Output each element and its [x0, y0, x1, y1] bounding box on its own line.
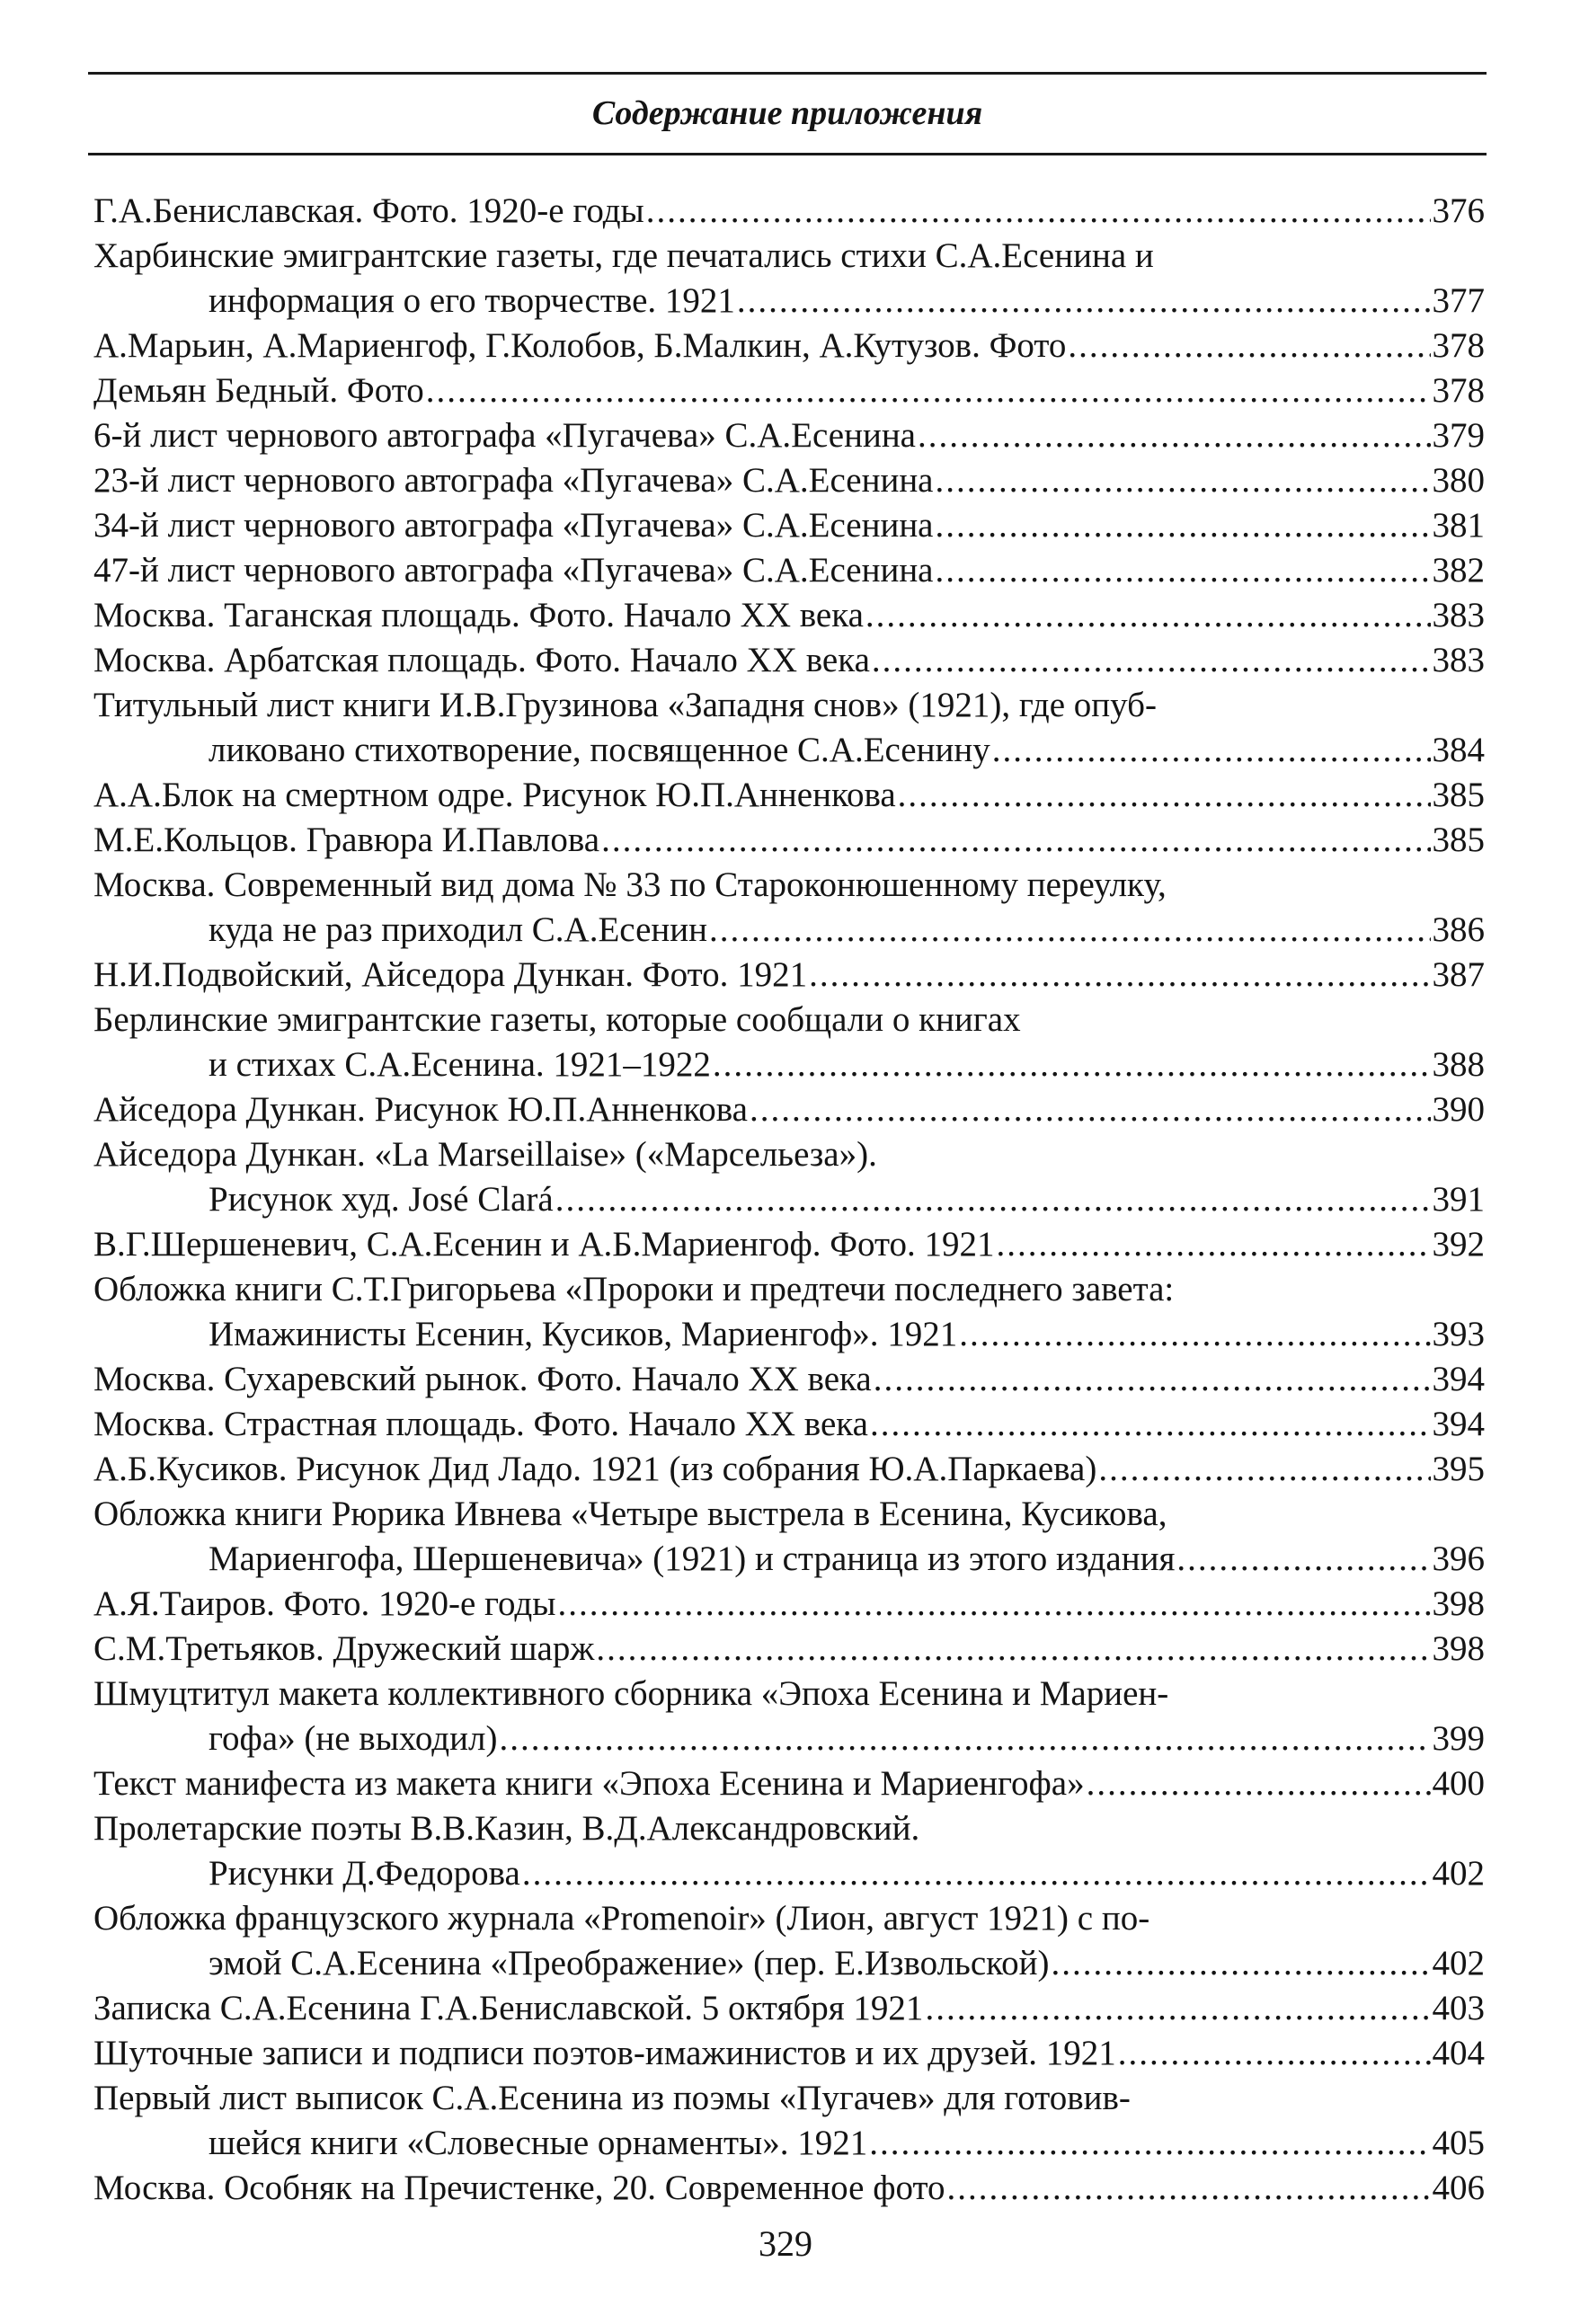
toc-entry: [93, 503, 1485, 548]
dot-leader: [898, 773, 1431, 818]
toc-entry-title: Н.И.Подвойский, Айседора Дункан. Фото. 1921: [93, 955, 808, 994]
dot-leader: [596, 1627, 1430, 1672]
toc-entry-title: Обложка книги С.Т.Григорьева «Пророки и предтечи последнего завета:: [93, 1270, 1175, 1308]
toc-entry-title: Рисунок худ. José Clará: [209, 1180, 554, 1219]
toc-entry-title: А.А.Блок на смертном одре. Рисунок Ю.П.Анненкова: [93, 776, 896, 814]
toc-entry-title: М.Е.Кольцов. Гравюра И.Павлова: [93, 820, 600, 859]
toc-entry-title: информация о его творчестве. 1921: [209, 281, 735, 320]
toc-entry-continuation: [93, 279, 1485, 324]
toc-entry-page: 377: [1432, 281, 1485, 320]
dot-leader: [1098, 1447, 1430, 1492]
dot-leader: [601, 818, 1430, 863]
toc-entry-title: Титульный лист книги И.В.Грузинова «Западня снов» (1921), где опуб-: [93, 686, 1157, 724]
toc-entry-page: 396: [1432, 1539, 1485, 1578]
toc-entry: [93, 998, 1485, 1087]
toc-entry: [93, 234, 1485, 324]
dot-leader: [1176, 1537, 1430, 1582]
toc-entry: [93, 1582, 1485, 1627]
toc-entry-page: 393: [1432, 1315, 1485, 1353]
toc-entry: [93, 1761, 1485, 1806]
toc-entry-title: Айседора Дункан. «La Marseillaise» («Марсельеза»).: [93, 1135, 877, 1174]
toc-entry: [93, 1132, 1485, 1222]
toc-entry-page: 406: [1432, 2169, 1485, 2207]
toc-entry: [93, 368, 1485, 413]
toc-entry-title: А.Марьин, А.Мариенгоф, Г.Колобов, Б.Малкин, А.Кутузов. Фото: [93, 326, 1067, 365]
toc-entry: [93, 2031, 1485, 2076]
toc-entry-line: [93, 1492, 1485, 1537]
toc-entry: [93, 413, 1485, 458]
dot-leader: [555, 1177, 1431, 1222]
toc-entry-page: 403: [1432, 1989, 1485, 2027]
toc-entry: [93, 324, 1485, 368]
toc-entry-title: Пролетарские поэты В.В.Казин, В.Д.Александровский.: [93, 1809, 920, 1848]
toc-entry-page: 398: [1432, 1629, 1485, 1668]
toc-entry-line: [93, 1806, 1485, 1851]
toc-entry-line: [93, 2166, 1485, 2211]
toc-entry-page: 385: [1432, 820, 1485, 859]
toc-entry-title: Рисунки Д.Федорова: [209, 1854, 520, 1893]
toc-entry-page: 400: [1432, 1764, 1485, 1803]
toc-entry-title: Харбинские эмигрантские газеты, где печатались стихи С.А.Есенина и: [93, 236, 1154, 275]
toc-entry-continuation: [93, 1042, 1485, 1087]
header-rule-bottom: [88, 153, 1487, 155]
toc-entry-line: [93, 548, 1485, 593]
toc-entry-title: В.Г.Шершеневич, С.А.Есенин и А.Б.Мариенгоф. Фото. 1921: [93, 1225, 995, 1264]
toc-entry-continuation: [93, 1716, 1485, 1761]
toc-entry-line: [93, 863, 1485, 908]
toc-entry-page: 390: [1432, 1090, 1485, 1129]
toc-entry-title: Мариенгофа, Шершеневича» (1921) и страница из этого издания: [209, 1539, 1176, 1578]
toc-entry-title: эмой С.А.Есенина «Преображение» (пер. Е.Извольской): [209, 1944, 1050, 1982]
toc-entry: [93, 863, 1485, 953]
toc-entry-title: Москва. Арбатская площадь. Фото. Начало XX века: [93, 641, 870, 679]
dot-leader: [936, 503, 1431, 548]
toc-entry-page: 394: [1432, 1405, 1485, 1443]
dot-leader: [646, 189, 1431, 234]
dot-leader: [709, 908, 1430, 953]
toc-entry-title: Текст манифеста из макета книги «Эпоха Есенина и Мариенгофа»: [93, 1764, 1085, 1803]
toc-entry: [93, 1986, 1485, 2031]
dot-leader: [874, 1357, 1431, 1402]
toc-entry-line: [93, 953, 1485, 998]
dot-leader: [809, 953, 1430, 998]
toc-entry: [93, 1267, 1485, 1357]
toc-entry: [93, 1672, 1485, 1761]
toc-entry-page: 404: [1432, 2034, 1485, 2072]
toc-entry: [93, 683, 1485, 773]
dot-leader: [959, 1312, 1430, 1357]
toc-entry: [93, 1806, 1485, 1896]
toc-entry-title: и стихах С.А.Есенина. 1921–1922: [209, 1045, 711, 1084]
toc-entry-title: Имажинисты Есенин, Кусиков, Мариенгоф». 1921: [209, 1315, 958, 1353]
toc-entry-title: ликовано стихотворение, посвященное С.А.Есенину: [209, 731, 990, 769]
toc-entry-line: [93, 189, 1485, 234]
toc-entry: [93, 1447, 1485, 1492]
toc-entry-line: [93, 458, 1485, 503]
toc-entry-title: А.Б.Кусиков. Рисунок Дид Ладо. 1921 (из собрания Ю.А.Паркаева): [93, 1450, 1097, 1488]
toc-entry-title: 6-й лист чернового автографа «Пугачева» С.А.Есенина: [93, 416, 916, 455]
toc-entry-line: [93, 1672, 1485, 1716]
toc-entry-title: Москва. Особняк на Пречистенке, 20. Современное фото: [93, 2169, 945, 2207]
toc-entry: [93, 1402, 1485, 1447]
toc-entry-line: [93, 1761, 1485, 1806]
toc-entry-line: [93, 234, 1485, 279]
contents-list: [93, 189, 1485, 2211]
running-header: Содержание приложения: [591, 94, 983, 132]
toc-entry: [93, 2166, 1485, 2211]
toc-entry-title: 23-й лист чернового автографа «Пугачева» С.А.Есенина: [93, 461, 934, 500]
header-rule-top: [88, 72, 1487, 75]
toc-entry-title: Айседора Дункан. Рисунок Ю.П.Анненкова: [93, 1090, 748, 1129]
toc-entry: [93, 458, 1485, 503]
dot-leader: [869, 2121, 1430, 2166]
dot-leader: [936, 548, 1431, 593]
toc-entry-page: 383: [1432, 596, 1485, 634]
toc-entry: [93, 593, 1485, 638]
toc-entry-line: [93, 1267, 1485, 1312]
toc-entry-line: [93, 1627, 1485, 1672]
dot-leader: [1051, 1941, 1430, 1986]
toc-entry-line: [93, 1087, 1485, 1132]
toc-entry: [93, 1087, 1485, 1132]
dot-leader: [865, 593, 1431, 638]
toc-entry-continuation: [93, 908, 1485, 953]
toc-entry-line: [93, 1582, 1485, 1627]
toc-entry-title: Москва. Сухаревский рынок. Фото. Начало XX века: [93, 1360, 872, 1398]
toc-entry-line: [93, 2031, 1485, 2076]
toc-entry-title: Москва. Современный вид дома № 33 по Староконюшенному переулку,: [93, 865, 1167, 904]
toc-entry-line: [93, 1986, 1485, 2031]
toc-entry: [93, 773, 1485, 818]
toc-entry-line: [93, 2076, 1485, 2121]
toc-entry-page: 381: [1432, 506, 1485, 545]
toc-entry-title: Записка С.А.Есенина Г.А.Бениславской. 5 октября 1921: [93, 1989, 924, 2027]
toc-entry-line: [93, 593, 1485, 638]
toc-entry-page: 394: [1432, 1360, 1485, 1398]
toc-entry-line: [93, 1222, 1485, 1267]
toc-entry-title: Обложка книги Рюрика Ивнева «Четыре выстрела в Есенина, Кусикова,: [93, 1495, 1167, 1533]
toc-entry: [93, 638, 1485, 683]
toc-entry: [93, 2076, 1485, 2166]
toc-entry-line: [93, 1447, 1485, 1492]
toc-entry-page: 387: [1432, 955, 1485, 994]
dot-leader: [925, 1986, 1430, 2031]
toc-entry-continuation: [93, 1851, 1485, 1896]
toc-entry-page: 402: [1432, 1944, 1485, 1982]
toc-entry-continuation: [93, 1941, 1485, 1986]
page-number: 329: [759, 2223, 812, 2264]
toc-entry: [93, 548, 1485, 593]
dot-leader: [997, 1222, 1431, 1267]
toc-entry: [93, 953, 1485, 998]
toc-entry-page: 399: [1432, 1719, 1485, 1758]
toc-entry-line: [93, 1402, 1485, 1447]
toc-entry-line: [93, 1357, 1485, 1402]
dot-leader: [1118, 2031, 1431, 2076]
toc-entry-title: гофа» (не выходил): [209, 1719, 498, 1758]
toc-entry-title: Демьян Бедный. Фото: [93, 371, 424, 410]
toc-entry-title: Москва. Страстная площадь. Фото. Начало XX века: [93, 1405, 868, 1443]
toc-entry-line: [93, 638, 1485, 683]
toc-entry-title: Г.А.Бениславская. Фото. 1920-е годы: [93, 191, 644, 230]
toc-entry-page: 385: [1432, 776, 1485, 814]
toc-entry-page: 379: [1432, 416, 1485, 455]
toc-entry-continuation: [93, 1312, 1485, 1357]
dot-leader: [499, 1716, 1430, 1761]
toc-entry-title: С.М.Третьяков. Дружеский шарж: [93, 1629, 595, 1668]
dot-leader: [992, 728, 1431, 773]
toc-entry: [93, 189, 1485, 234]
toc-entry-title: Москва. Таганская площадь. Фото. Начало XX века: [93, 596, 864, 634]
toc-entry-line: [93, 818, 1485, 863]
dot-leader: [936, 458, 1431, 503]
toc-entry-title: Первый лист выписок С.А.Есенина из поэмы «Пугачев» для готовив-: [93, 2079, 1131, 2117]
toc-entry-line: [93, 324, 1485, 368]
toc-entry-line: [93, 413, 1485, 458]
toc-entry-line: [93, 1132, 1485, 1177]
toc-entry-title: А.Я.Таиров. Фото. 1920-е годы: [93, 1584, 556, 1623]
toc-entry-page: 405: [1432, 2124, 1485, 2162]
toc-entry-line: [93, 503, 1485, 548]
dot-leader: [750, 1087, 1431, 1132]
toc-entry-page: 378: [1432, 371, 1485, 410]
toc-entry: [93, 1357, 1485, 1402]
toc-entry: [93, 1492, 1485, 1582]
toc-entry-title: 47-й лист чернового автографа «Пугачева» С.А.Есенина: [93, 551, 934, 590]
toc-entry: [93, 1222, 1485, 1267]
dot-leader: [737, 279, 1431, 324]
dot-leader: [557, 1582, 1430, 1627]
dot-leader: [522, 1851, 1431, 1896]
toc-entry-page: 398: [1432, 1584, 1485, 1623]
toc-entry-page: 376: [1432, 191, 1485, 230]
toc-entry-page: 380: [1432, 461, 1485, 500]
toc-entry-title: шейся книги «Словесные орнаменты». 1921: [209, 2124, 868, 2162]
toc-entry-page: 392: [1432, 1225, 1485, 1264]
toc-entry-line: [93, 1896, 1485, 1941]
dot-leader: [947, 2166, 1431, 2211]
dot-leader: [426, 368, 1431, 413]
toc-entry: [93, 1896, 1485, 1986]
toc-entry-line: [93, 773, 1485, 818]
toc-entry: [93, 818, 1485, 863]
toc-entry-continuation: [93, 728, 1485, 773]
toc-entry-page: 383: [1432, 641, 1485, 679]
dot-leader: [1068, 324, 1430, 368]
toc-entry-page: 388: [1432, 1045, 1485, 1084]
dot-leader: [870, 1402, 1431, 1447]
toc-entry-page: 382: [1432, 551, 1485, 590]
toc-entry-page: 391: [1432, 1180, 1485, 1219]
toc-entry-title: куда не раз приходил С.А.Есенин: [209, 910, 708, 949]
toc-entry-page: 386: [1432, 910, 1485, 949]
toc-entry-line: [93, 683, 1485, 728]
dot-leader: [872, 638, 1431, 683]
toc-entry-page: 384: [1432, 731, 1485, 769]
toc-entry-continuation: [93, 1177, 1485, 1222]
toc-entry-title: Обложка французского журнала «Promenoir» (Лион, август 1921) с по-: [93, 1899, 1150, 1938]
toc-entry-page: 402: [1432, 1854, 1485, 1893]
toc-entry-continuation: [93, 1537, 1485, 1582]
toc-entry-page: 378: [1432, 326, 1485, 365]
toc-entry-title: 34-й лист чернового автографа «Пугачева» С.А.Есенина: [93, 506, 934, 545]
toc-entry-title: Шуточные записи и подписи поэтов-имажинистов и их друзей. 1921: [93, 2034, 1116, 2072]
toc-entry-title: Шмуцтитул макета коллективного сборника «Эпоха Есенина и Мариен-: [93, 1674, 1169, 1713]
toc-entry: [93, 1627, 1485, 1672]
toc-entry-line: [93, 368, 1485, 413]
toc-entry-line: [93, 998, 1485, 1042]
dot-leader: [1087, 1761, 1431, 1806]
toc-entry-title: Берлинские эмигрантские газеты, которые сообщали о книгах: [93, 1000, 1021, 1039]
toc-entry-continuation: [93, 2121, 1485, 2166]
dot-leader: [918, 413, 1431, 458]
dot-leader: [713, 1042, 1431, 1087]
toc-entry-page: 395: [1432, 1450, 1485, 1488]
